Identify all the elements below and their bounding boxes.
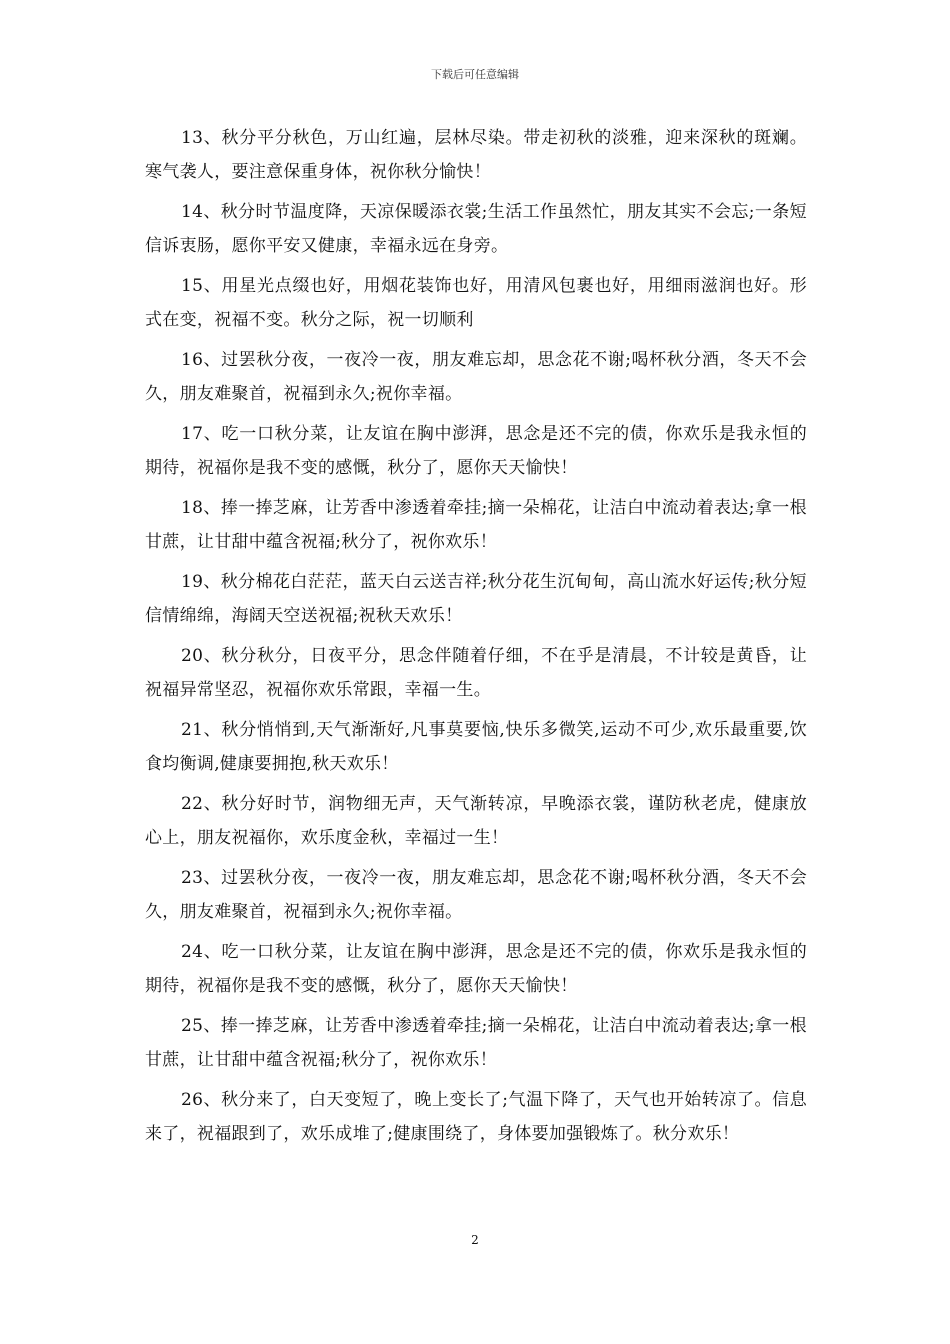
paragraph-19: 19、秋分棉花白茫茫，蓝天白云送吉祥;秋分花生沉甸甸，高山流水好运传;秋分短信情绵绵，海阔天空送祝福;祝秋天欢乐！ <box>145 572 807 626</box>
paragraph-13: 13、秋分平分秋色，万山红遍，层林尽染。带走初秋的淡雅，迎来深秋的斑斓。寒气袭人，要注意保重身体，祝你秋分愉快！ <box>145 128 807 182</box>
page-number: 2 <box>471 1233 479 1247</box>
paragraph-26: 26、秋分来了，白天变短了，晚上变长了;气温下降了，天气也开始转凉了。信息来了，祝福跟到了，欢乐成堆了;健康围绕了，身体要加强锻炼了。秋分欢乐！ <box>145 1090 807 1144</box>
paragraph-15: 15、用星光点缀也好，用烟花装饰也好，用清风包裹也好，用细雨滋润也好。形式在变，祝福不变。秋分之际，祝一切顺利 <box>145 276 807 330</box>
paragraph-23: 23、过罢秋分夜，一夜冷一夜，朋友难忘却，思念花不谢;喝杯秋分酒，冬天不会久，朋友难聚首，祝福到永久;祝你幸福。 <box>145 868 807 922</box>
paragraph-24: 24、吃一口秋分菜，让友谊在胸中澎湃，思念是还不完的债，你欢乐是我永恒的期待，祝福你是我不变的感慨，秋分了，愿你天天愉快！ <box>145 942 807 996</box>
paragraph-25: 25、捧一捧芝麻，让芳香中渗透着牵挂;摘一朵棉花，让洁白中流动着表达;拿一根甘蔗，让甘甜中蕴含祝福;秋分了，祝你欢乐！ <box>145 1016 807 1070</box>
document-body <box>145 121 807 1157</box>
paragraph-20: 20、秋分秋分，日夜平分，思念伴随着仔细，不在乎是清晨，不计较是黄昏，让祝福异常坚忍，祝福你欢乐常跟，幸福一生。 <box>145 646 807 700</box>
paragraph-21: 21、秋分悄悄到,天气渐渐好,凡事莫要恼,快乐多微笑,运动不可少,欢乐最重要,饮食均衡调,健康要拥抱,秋天欢乐！ <box>145 720 807 774</box>
page-header: 下载后可任意编辑 <box>431 68 519 81</box>
paragraph-18: 18、捧一捧芝麻，让芳香中渗透着牵挂;摘一朵棉花，让洁白中流动着表达;拿一根甘蔗，让甘甜中蕴含祝福;秋分了，祝你欢乐！ <box>145 498 807 552</box>
paragraph-14: 14、秋分时节温度降，天凉保暖添衣裳;生活工作虽然忙，朋友其实不会忘;一条短信诉衷肠，愿你平安又健康，幸福永远在身旁。 <box>145 202 807 256</box>
paragraph-16: 16、过罢秋分夜，一夜冷一夜，朋友难忘却，思念花不谢;喝杯秋分酒，冬天不会久，朋友难聚首，祝福到永久;祝你幸福。 <box>145 350 807 404</box>
paragraph-22: 22、秋分好时节，润物细无声，天气渐转凉，早晚添衣裳，谨防秋老虎，健康放心上，朋友祝福你，欢乐度金秋，幸福过一生！ <box>145 794 807 848</box>
paragraph-17: 17、吃一口秋分菜，让友谊在胸中澎湃，思念是还不完的债，你欢乐是我永恒的期待，祝福你是我不变的感慨，秋分了，愿你天天愉快！ <box>145 424 807 478</box>
